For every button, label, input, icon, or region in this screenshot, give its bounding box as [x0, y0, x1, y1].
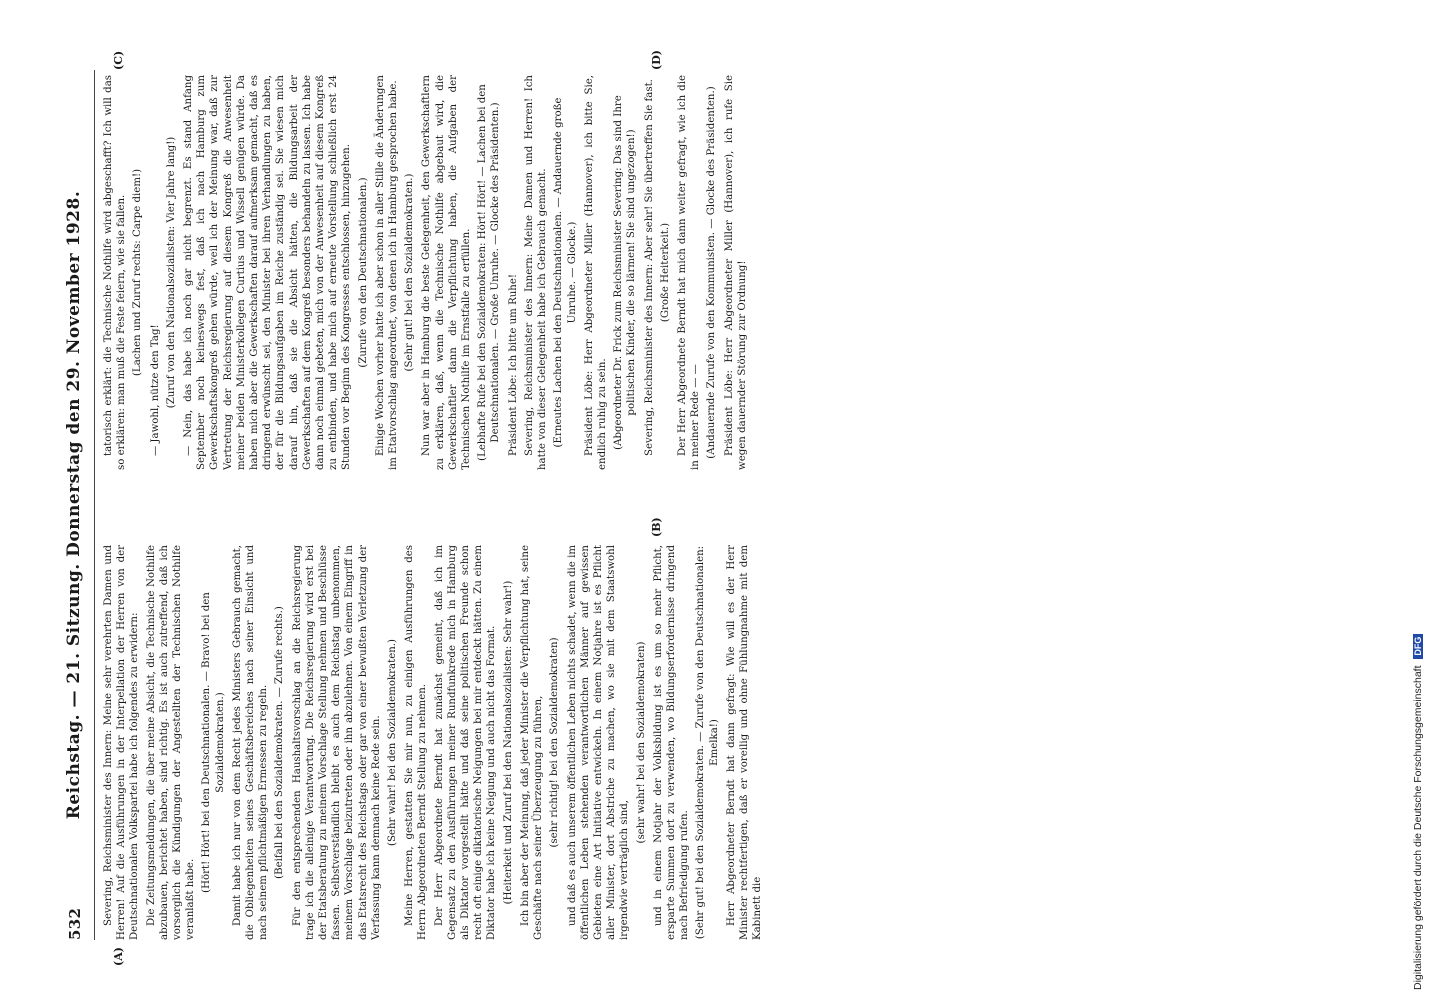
paragraph: Präsident Löbe: Herr Abgeordneter Miller (Hannover), ich rufe Sie wegen dauernder Störung zur Ordnung! [723, 75, 748, 470]
left-text-column [102, 545, 1302, 940]
dfg-logo-badge: DFG [1413, 634, 1423, 659]
paragraph: und in einem Notjahr der Volksbildung ist es um so mehr Pflicht, ersparte Summen dort zu verwenden, wo Bildungserfordernisse dringend nach Befriedigung rufen. [652, 545, 691, 940]
margin-mark-b: (B) [650, 517, 663, 537]
paragraph: Die Zeitungsmeldungen, die über meine Absicht, die Technische Nothilfe abzubauen, berichtet haben, sind richtig. Es ist auch zutreffend, daß ich vorsorglich die Kündigungen der Angestellten der Technischen Nothilfe veranlaßt habe. [145, 545, 197, 940]
header-rule [94, 70, 95, 940]
interjection-line: (Lebhafte Rufe bei den Sozialdemokraten: Hört! Hört! — Lachen bei den Deutschnationalen. — Große Unruhe. — Glocke des Präsidenten.) [477, 84, 502, 461]
paragraph: Der Herr Abgeordnete Berndt hat mich dann weiter gefragt, wie ich die in meiner Rede — — [676, 75, 702, 470]
paragraph: Damit habe ich nur von dem Recht jedes Ministers Gebrauch gemacht, die Obliegenheiten seines Geschäftsbereiches nach seiner Einsicht und nach seinem pflichtmäßigen Ermessen zu regeln. [231, 545, 270, 940]
interjection-line: (Zuruf von den Nationalsozialisten: Vier Jahre lang!) [165, 136, 177, 409]
paragraph: Ich bin aber der Meinung, daß jeder Minister die Verpflichtung hat, seine Geschäfte nach seiner Überzeugung zu führen, [519, 545, 545, 940]
interjection-line: (Große Heiterkeit.) [659, 222, 671, 323]
interjection-line: (sehr wahr! bei den Sozialdemokraten) [635, 641, 647, 844]
interjection-line: (Beifall bei den Sozialdemokraten. — Zurufe rechts.) [274, 606, 286, 879]
page-title: Reichstag. — 21. Sitzung. Donnerstag den 29. November 1928. [64, 190, 84, 820]
interjection-line: (Andauernde Zurufe von den Kommunisten. — Glocke des Präsidenten.) [706, 86, 718, 459]
digitization-note: Digitalisierung gefördert durch die Deutsche Forschungsgemeinschaft [1412, 665, 1424, 990]
paragraph: Meine Herren, gestatten Sie mir nun, zu einigen Ausführungen des Herrn Abgeordneten Berndt Stellung zu nehmen. [404, 545, 429, 940]
page-number: 532 [66, 907, 84, 940]
paragraph: Für den entsprechenden Haushaltsvorschlag an die Reichsregierung trage ich die alleinige Verantwortung. Die Reichsregierung wird erst bei der Etatsberatung zu meinem Vorschlage Stellung nehmen und Beschlüsse fassen. Selbstverständlich bleibt es auch dem Reichstag unbenommen, meinem Vorschlage beizutreten oder ihn abzulehnen. Von einem Eingriff in das Etatsrecht des Reichstags oder gar von einer bewußten Verletzung der Verfassung kann demnach keine Rede sein. [291, 545, 382, 940]
paragraph: Der Herr Abgeordnete Berndt hat zunächst gemeint, daß ich im Gegensatz zu den Ausführungen meiner Rundfunkrede mich in Hamburg als Diktator vorgestellt hätte und daß seine politischen Freunde schon recht oft einige diktatorische Neigungen bei mir entdeckt hätten. Zu einem Diktator habe ich keine Neigung und auch nicht das Format. [433, 545, 498, 940]
rotated-page-content [60, 50, 1320, 966]
right-text-column [102, 75, 1302, 470]
page-header [60, 70, 90, 940]
interjection-line: (sehr richtig! bei den Sozialdemokraten) [549, 637, 561, 848]
paragraph: Präsident Löbe: Ich bitte um Ruhe! [507, 274, 519, 456]
paragraph: Herr Abgeordneter Berndt hat dann gefragt: Wie will es der Herr Minister rechtfertigen, daß er voreilig und ohne Fühlungnahme mit dem Kabinett die [725, 545, 764, 940]
interjection-line: (Sehr gut! bei den Sozialdemokraten.) [404, 173, 416, 372]
digitization-footer [1412, 634, 1424, 990]
interjection-line: (Erneutes Lachen bei den Deutschnationalen. — Andauernde große Unruhe. — Glocke.) [553, 97, 578, 448]
interjection-line: (Abgeordneter Dr. Frick zum Reichsminister Severing: Das sind Ihre politischen Kinder, die so lärmen! Sie sind ungezogen!) [613, 95, 638, 450]
paragraph: Einige Wochen vorher hatte ich aber schon in aller Stille die Änderungen im Etatvorschlag angeordnet, von denen ich in Hamburg gesprochen habe. [374, 75, 400, 470]
interjection-line: (Heiterkeit und Zuruf bei den Nationalsozialisten: Sehr wahr!) [502, 580, 514, 905]
interjection-line: (Hört! Hört! bei den Deutschnationalen. — Bravo! bei den Sozialdemokraten.) [201, 592, 226, 893]
paragraph: Severing, Reichsminister des Innern: Meine sehr verehrten Damen und Herren! Auf die Ausführungen in der Interpellation der Herren von der Deutschnationalen Volkspartei habe ich folgendes zu erwidern: [103, 545, 141, 940]
margin-mark-c: (C) [112, 50, 125, 70]
margin-mark-a: (A) [112, 947, 125, 966]
paragraph: Severing, Reichsminister des Innern: Aber sehr! Sie übertreffen Sie fast. [643, 79, 655, 456]
interjection-line: (Zurufe von den Deutschnationalen.) [357, 177, 369, 368]
interjection-line: (Sehr wahr! bei den Sozialdemokraten.) [387, 638, 399, 847]
paragraph: — Jawohl, nütze den Tag! [149, 324, 161, 456]
interjection-line: (Sehr gut! bei den Sozialdemokraten. — Zurufe von den Deutschnationalen: Emelka!) [695, 545, 720, 940]
paragraph: tatorisch erklärt: die Technische Nothilfe wird abgeschafft? Ich will das so erklären: man muß die Feste feiern, wie sie fallen. [103, 75, 128, 470]
paragraph: und daß es auch unserem öffentlichen Leben nichts schadet, wenn die im öffentlichen Leben stehenden verantwortlichen Männer auf gewissen Gebieten eine Art Initiative entwickeln. In einem Notjahre ist es Pflicht aller Minister, dort Abstriche zu machen, wo sie mit dem Staatswohl irgendwie verträglich sind, [566, 545, 631, 940]
interjection-line: (Lachen und Zuruf rechts: Carpe diem!) [132, 168, 144, 377]
margin-mark-d: (D) [650, 50, 663, 70]
paragraph: — Nein, das habe ich noch gar nicht begrenzt. Es stand Anfang September noch keineswegs fest, daß ich nach Hamburg zum Gewerkschaftskongreß gehen würde, weil ich der Meinung war, daß zur Vertretung der Reichsregierung auf diesem Kongreß die Anwesenheit meiner beiden Ministerkollegen Curtius und Wissell genügen würde. Da haben mich aber die Gewerkschaften darauf aufmerksam gemacht, daß es dringend erwünscht sei, den Minister bei ihren Verhandlungen zu haben, der für die Bildungsaufgaben im Reiche zuständig sei. Sie wiesen mich darauf hin, daß sie die Absicht hätten, die Bildungsarbeit der Gewerkschaften auf dem Kongreß besonders behandeln zu lassen. Ich habe dann noch einmal gebeten, mich von der Anwesenheit auf diesem Kongreß zu entbinden, und habe mich auf erneute Vorstellung schließlich erst 24 Stunden vor Beginn des Kongresses entschlossen, hinzugehen. [183, 75, 353, 470]
paragraph: Nun war aber in Hamburg die beste Gelegenheit, den Gewerkschaftlern zu erklären, daß, wenn die Technische Nothilfe abgebaut wird, die Gewerkschaftler dann die Verpflichtung haben, die Aufgaben der Technischen Nothilfe im Ernstfalle zu erfüllen. [421, 75, 473, 470]
paragraph: Präsident Löbe: Herr Abgeordneter Miller (Hannover), ich bitte Sie, endlich ruhig zu sein. [583, 75, 608, 470]
paragraph: Severing, Reichsminister des Innern: Meine Damen und Herren! Ich hatte von dieser Gelegenheit habe ich Gebrauch gemacht. [523, 75, 549, 470]
